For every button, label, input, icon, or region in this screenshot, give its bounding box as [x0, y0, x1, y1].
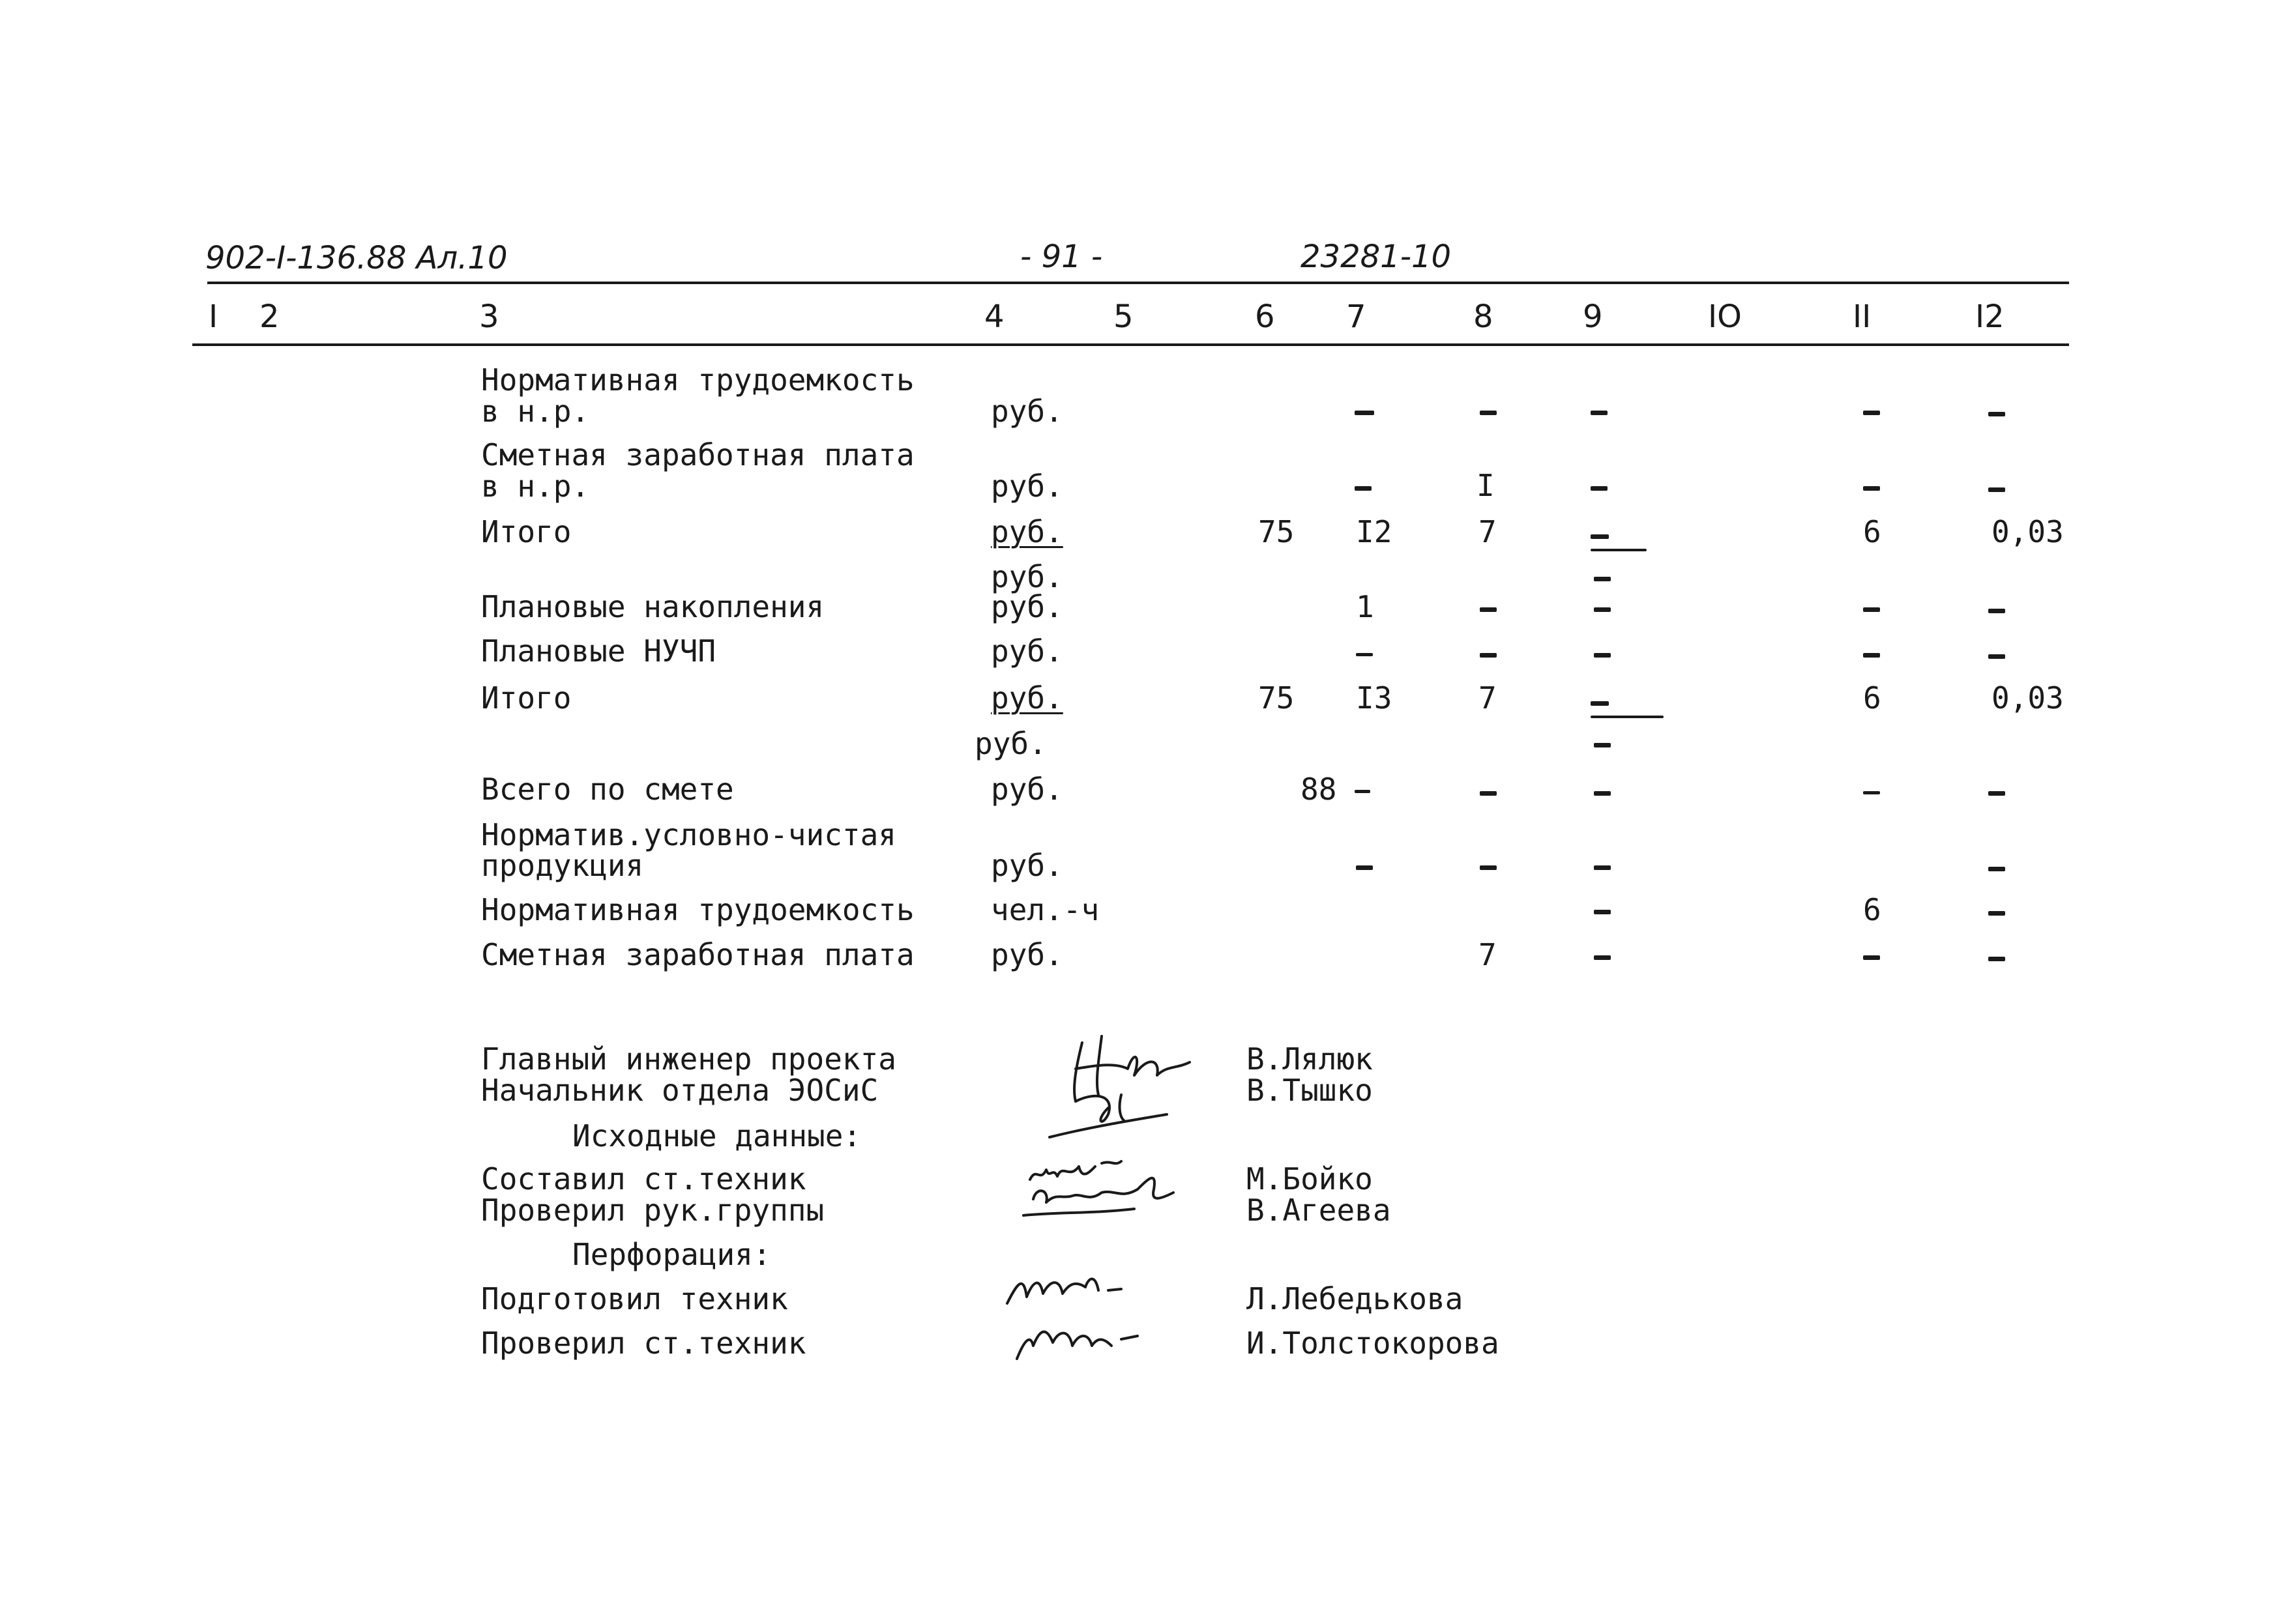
row-c11: 6 [1863, 514, 1881, 549]
row-unit: руб. [991, 514, 1063, 549]
compiled-name: М.Бойко [1246, 1161, 1373, 1196]
row-name: Плановые накопления [481, 589, 825, 624]
checked-tech-signature [1007, 1310, 1151, 1369]
row-c12: 0,03 [1991, 680, 2064, 716]
dash-c11 [1863, 653, 1880, 658]
row-c12: 0,03 [1991, 514, 2064, 549]
dash-c12 [1988, 412, 2005, 416]
dash-c12 [1988, 791, 2005, 796]
dash-c9 [1594, 955, 1611, 960]
dash-c9 [1591, 411, 1608, 415]
dash-c12 [1988, 654, 2005, 659]
source-data-heading: Исходные данные: [572, 1118, 862, 1153]
row-c7: I3 [1356, 680, 1392, 716]
dash-c9 [1594, 791, 1611, 796]
prepared-signature [997, 1264, 1128, 1316]
dash-c8 [1480, 865, 1497, 870]
col-num-11: II [1853, 298, 1872, 335]
prepared-title: Подготовил техник [481, 1281, 788, 1316]
registration-number: 23281-10 [1300, 239, 1452, 275]
chief-engineer-signature [1036, 1030, 1206, 1140]
perforation-heading: Перфорация: [572, 1237, 771, 1272]
row-unit: руб. [991, 772, 1063, 807]
checked-group-title: Проверил рук.группы [481, 1193, 825, 1228]
dash-c7 [1355, 790, 1370, 793]
col-num-2: 2 [259, 298, 280, 335]
row-unit-extra: руб. [975, 726, 1047, 761]
dash-c12 [1988, 911, 2005, 916]
dash-c9-extra [1594, 743, 1611, 747]
row-name-cont: в н.р. [481, 394, 590, 429]
row-name: Всего по смете [481, 772, 734, 807]
row-name: Нормативная трудоемкость [481, 362, 915, 398]
document-code: 902-I-136.88 Ал.10 [205, 240, 508, 276]
col-num-7: 7 [1346, 298, 1366, 335]
dash-c8 [1480, 653, 1497, 658]
row-unit: руб. [991, 469, 1063, 504]
checked-tech-title: Проверил ст.техник [481, 1326, 806, 1361]
chief-engineer-name: В.Лялюк [1246, 1041, 1373, 1077]
dash-c7 [1355, 411, 1374, 415]
dash-c7 [1356, 865, 1373, 870]
row-name: Сметная заработная плата [481, 937, 915, 972]
row-name: Плановые НУЧП [481, 633, 716, 669]
row-c7: 1 [1356, 589, 1374, 624]
page-number: - 91 - [1020, 239, 1103, 275]
checked-group-name: В.Агеева [1246, 1193, 1391, 1228]
dash-c7 [1356, 653, 1373, 656]
row-unit: руб. [991, 937, 1063, 972]
dash-c11 [1863, 486, 1880, 491]
compiled-signature [1017, 1153, 1199, 1232]
row-unit: чел.-ч [991, 892, 1100, 927]
dash-c11 [1863, 607, 1880, 612]
underline-c9 [1591, 549, 1647, 551]
row-name: Норматив.условно-чистая [481, 817, 896, 852]
row-c11: 6 [1863, 892, 1881, 927]
dash-c8 [1480, 607, 1497, 612]
compiled-title: Составил ст.техник [481, 1161, 806, 1196]
dash-c9 [1591, 701, 1609, 706]
dash-c11 [1863, 955, 1880, 960]
col-num-12: I2 [1975, 298, 2005, 335]
row-c6: 88 [1300, 772, 1337, 807]
header-rule-bottom [192, 343, 2069, 346]
prepared-name: Л.Лебедькова [1246, 1281, 1463, 1316]
row-name: Итого [481, 680, 572, 716]
row-c8: I [1477, 468, 1495, 503]
dash-c9 [1594, 910, 1611, 914]
col-num-8: 8 [1473, 298, 1493, 335]
row-name-cont: продукция [481, 848, 644, 883]
row-name: Сметная заработная плата [481, 437, 915, 472]
row-unit: руб. [991, 848, 1063, 883]
col-num-6: 6 [1255, 298, 1275, 335]
dash-c9 [1594, 653, 1611, 658]
dash-c8 [1480, 411, 1497, 415]
dash-c11 [1863, 411, 1880, 415]
dash-c12 [1988, 957, 2005, 961]
dept-head-title: Начальник отдела ЭОСиС [481, 1073, 879, 1108]
dash-c12 [1988, 609, 2005, 613]
row-name: Нормативная трудоемкость [481, 892, 915, 927]
dash-c11 [1863, 791, 1880, 794]
dash-c8 [1480, 791, 1497, 796]
header-rule-top [207, 282, 2069, 284]
dept-head-name: В.Тышко [1246, 1073, 1373, 1108]
row-c7: I2 [1356, 514, 1392, 549]
row-c11: 6 [1863, 680, 1881, 716]
row-unit: руб. [991, 633, 1063, 669]
col-num-3: 3 [479, 298, 499, 335]
row-unit: руб. [991, 589, 1063, 624]
dash-c9 [1594, 865, 1611, 870]
row-name-cont: в н.р. [481, 469, 590, 504]
dash-c12 [1988, 867, 2005, 871]
dash-c9-extra [1594, 577, 1611, 581]
row-c6: 75 [1258, 680, 1295, 716]
dash-c12 [1988, 487, 2005, 492]
col-num-5: 5 [1113, 298, 1134, 335]
row-c8: 7 [1478, 937, 1497, 972]
chief-engineer-title: Главный инженер проекта [481, 1041, 896, 1077]
row-name: Итого [481, 514, 572, 549]
dash-c7 [1355, 486, 1372, 491]
underline-c9 [1591, 716, 1664, 718]
row-unit-extra: руб. [991, 559, 1063, 594]
col-num-9: 9 [1583, 298, 1603, 335]
col-num-4: 4 [984, 298, 1005, 335]
row-unit: руб. [991, 680, 1063, 716]
col-num-10: IO [1708, 298, 1742, 335]
row-c6: 75 [1258, 514, 1295, 549]
col-num-1: I [209, 298, 218, 335]
dash-c9 [1594, 607, 1611, 612]
row-c8: 7 [1478, 514, 1497, 549]
dash-c9 [1591, 534, 1609, 539]
dash-c9 [1591, 486, 1608, 491]
checked-tech-name: И.Толстокорова [1246, 1326, 1499, 1361]
row-unit: руб. [991, 394, 1063, 429]
row-c8: 7 [1478, 680, 1497, 716]
